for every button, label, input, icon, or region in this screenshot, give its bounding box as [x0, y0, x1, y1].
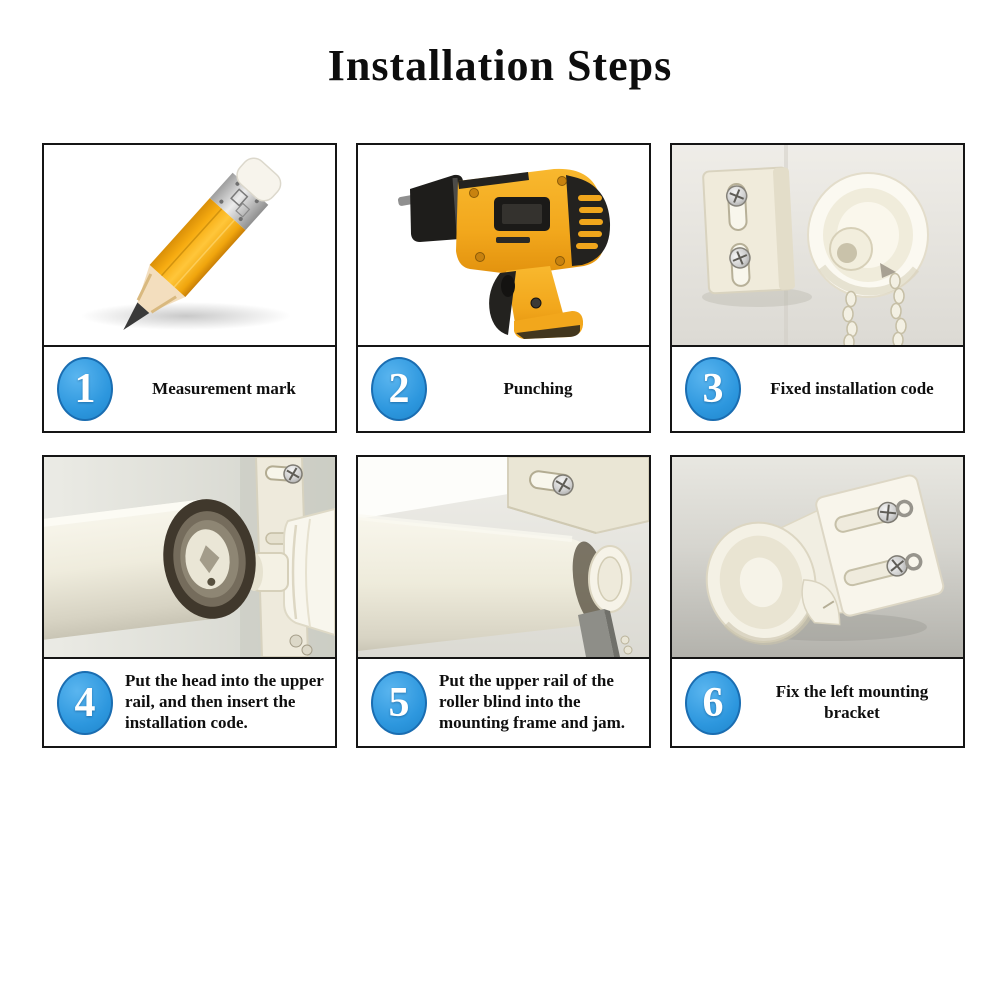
step-2-caption-row: [358, 347, 649, 431]
step-5-caption-row: [358, 659, 649, 746]
step-6-number-badge: [685, 671, 741, 735]
step-4-image: [44, 457, 335, 659]
left-bracket-icon: [672, 457, 963, 657]
step-number: 5: [388, 679, 410, 726]
steps-grid: [42, 143, 965, 748]
step-4-caption: Put the head into the upper rail, and then insert the installation code.: [125, 671, 324, 732]
step-2-image: [358, 145, 649, 347]
roller-in-bracket-icon: [358, 457, 649, 657]
step-3-caption: Fixed installation code: [770, 378, 934, 398]
step-5-caption: Put the upper rail of the roller blind into the mounting frame and jam.: [439, 671, 626, 732]
step-3-image: [672, 145, 963, 347]
roller-head-icon: [44, 457, 335, 657]
step-2-number-badge: [371, 357, 427, 421]
step-6-image: [672, 457, 963, 659]
step-number: 3: [702, 366, 724, 412]
step-number: 2: [388, 366, 410, 412]
step-4-number-badge: [57, 671, 113, 735]
step-2-caption: Punching: [503, 378, 573, 398]
bracket-clutch-icon: [672, 145, 963, 345]
drill-icon: [358, 145, 649, 345]
step-number: 1: [74, 366, 96, 412]
step-panel-4: [42, 455, 337, 748]
pencil-icon: [44, 145, 335, 345]
step-panel-6: [670, 455, 965, 748]
step-panel-2: [356, 143, 651, 433]
step-4-caption-row: [44, 659, 335, 746]
step-panel-1: [42, 143, 337, 433]
step-1-image: [44, 145, 335, 347]
step-1-caption-row: [44, 347, 335, 431]
step-number: 6: [702, 679, 724, 726]
step-5-image: [358, 457, 649, 659]
step-1-number-badge: [57, 357, 113, 421]
step-6-caption-row: [672, 659, 963, 746]
step-6-caption: Fix the left mounting bracket: [775, 681, 929, 722]
step-5-number-badge: [371, 671, 427, 735]
step-3-caption-row: [672, 347, 963, 431]
step-number: 4: [74, 679, 96, 726]
page-title: Installation Steps: [327, 41, 673, 90]
step-panel-5: [356, 455, 651, 748]
step-3-number-badge: [685, 357, 741, 421]
step-1-caption: Measurement mark: [152, 378, 296, 398]
step-panel-3: [670, 143, 965, 433]
